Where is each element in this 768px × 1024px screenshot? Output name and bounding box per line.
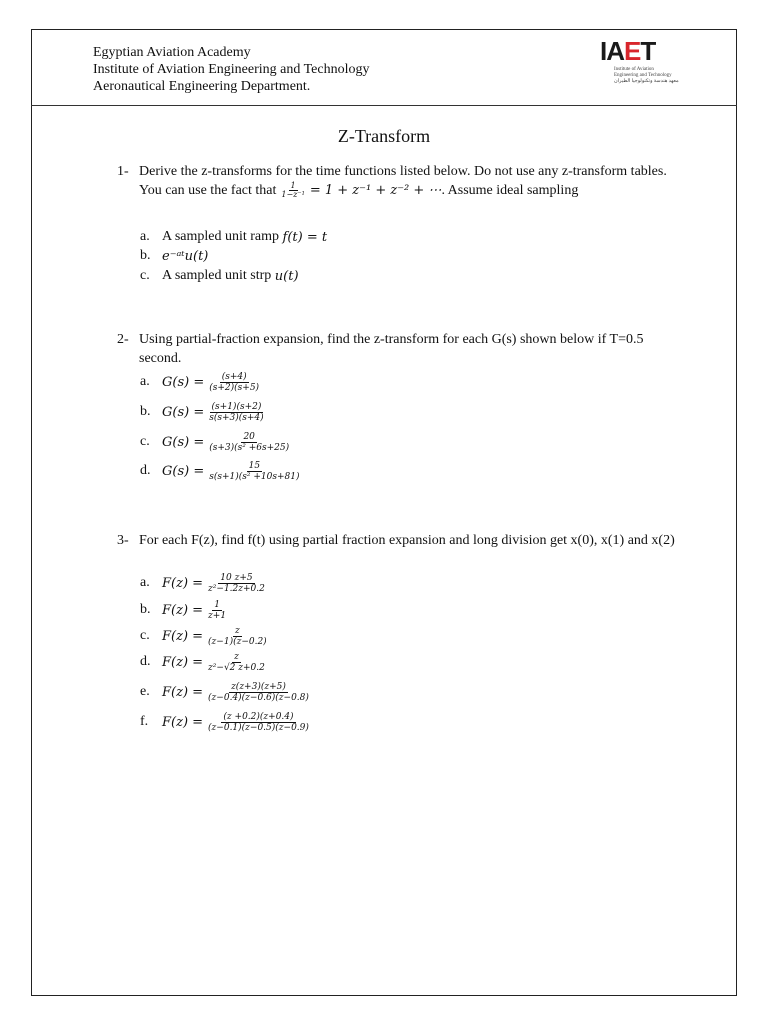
- frac-den: z²−√2 z+0.2: [208, 662, 265, 673]
- item-fraction: [206, 652, 267, 673]
- logo-caption-3: معهد هندسة وتكنولوجيا الطيران: [614, 79, 679, 84]
- question-2-text: Using partial-fraction expansion, find the z-transform for each G(s) shown below if T=0.5 second.: [139, 332, 644, 366]
- logo-mark: [600, 36, 680, 67]
- frac-num: z(z+3)(z+5): [231, 681, 286, 692]
- item-lhs: F(z) =: [162, 654, 204, 670]
- logo-caption-2: Engineering and Technology: [614, 73, 672, 78]
- q3-item-c: [140, 627, 272, 645]
- q1-frac-num: 1: [290, 181, 296, 191]
- logo-text-mid: E: [624, 36, 641, 66]
- frac-den: s(s+1)(s² +10s+81): [209, 471, 300, 482]
- q2-item-b: [140, 403, 269, 421]
- item-letter: f.: [140, 714, 149, 729]
- item-lhs: G(s) =: [162, 374, 205, 390]
- q3-item-a: [140, 574, 270, 592]
- frac-num: 10 z+5: [220, 572, 253, 583]
- header-divider: [31, 105, 737, 106]
- q1-text-a: Derive the z-transforms for the time functions listed below. Do not use any z-transform tables. You can use the fact that: [139, 164, 667, 198]
- frac-den: (s+2)(s+5): [209, 382, 260, 393]
- item-lhs: F(z) =: [162, 602, 204, 618]
- item-lhs: G(s) =: [162, 404, 205, 420]
- frac-den: z²−1.2z+0.2: [208, 583, 265, 594]
- q1-series: = 1 + z⁻¹ + z⁻² + ⋯: [309, 183, 442, 198]
- item-letter: a.: [140, 575, 150, 590]
- frac-num: 20: [243, 431, 255, 442]
- frac-num: z: [235, 625, 240, 636]
- q1-text-b: . Assume ideal sampling: [441, 183, 579, 198]
- logo-text-left: IA: [600, 36, 624, 66]
- frac-den: z+1: [208, 610, 227, 621]
- question-number: 2-: [117, 332, 129, 347]
- frac-num: (s+1)(s+2): [211, 401, 262, 412]
- item-letter: b.: [140, 248, 151, 263]
- item-fraction: [206, 573, 267, 594]
- q3-item-e: [140, 683, 314, 701]
- item-letter: a.: [140, 374, 150, 389]
- iaet-logo: [600, 36, 680, 96]
- item-letter: d.: [140, 463, 151, 478]
- frac-num: z: [234, 651, 239, 662]
- header-line-2: Institute of Aviation Engineering and Technology: [93, 62, 370, 77]
- item-fraction: [207, 432, 291, 453]
- item-letter: c.: [140, 268, 150, 283]
- item-text: A sampled unit strp: [162, 268, 272, 283]
- q2-item-a: [140, 373, 264, 391]
- item-math: f(t) = t: [282, 229, 328, 245]
- item-lhs: G(s) =: [162, 434, 205, 450]
- item-letter: d.: [140, 654, 151, 669]
- logo-caption-1: Institute of Aviation: [614, 67, 654, 72]
- frac-num: 1: [214, 599, 220, 610]
- item-fraction: [206, 682, 311, 703]
- page-title: Z-Transform: [337, 126, 431, 146]
- frac-den: (z−1)(z−0.2): [208, 636, 267, 647]
- item-lhs: F(z) =: [162, 628, 204, 644]
- q1-item-c: [140, 267, 299, 285]
- item-fraction: [206, 712, 311, 733]
- q3-item-b: [140, 601, 231, 619]
- q2-item-c: [140, 433, 294, 451]
- item-fraction: [207, 372, 261, 393]
- header-line-3: Aeronautical Engineering Department.: [93, 79, 311, 94]
- item-text: A sampled unit ramp: [162, 229, 280, 244]
- q2-item-d: [140, 462, 304, 480]
- item-math: e⁻ᵃᵗu(t): [162, 248, 209, 264]
- item-lhs: F(z) =: [162, 714, 204, 730]
- item-lhs: F(z) =: [162, 575, 204, 591]
- institution-header: [93, 44, 370, 95]
- frac-num: (z +0.2)(z+0.4): [223, 711, 294, 722]
- item-letter: b.: [140, 602, 151, 617]
- item-lhs: F(z) =: [162, 684, 204, 700]
- q3-item-d: [140, 653, 270, 671]
- q1-fraction: [279, 182, 306, 199]
- item-fraction: [206, 626, 269, 647]
- item-fraction: [206, 600, 228, 621]
- item-fraction: [207, 402, 265, 423]
- question-number: 3-: [117, 533, 129, 548]
- q1-item-b: [140, 247, 208, 265]
- item-letter: a.: [140, 229, 150, 244]
- q1-item-a: [140, 228, 327, 246]
- q3-item-f: [140, 713, 314, 731]
- item-math: u(t): [274, 268, 299, 284]
- q1-frac-den: 1−z⁻¹: [281, 190, 305, 200]
- item-lhs: G(s) =: [162, 463, 205, 479]
- frac-den: (z−0.4)(z−0.6)(z−0.8): [208, 692, 309, 703]
- question-1-text: [139, 162, 679, 200]
- question-number: 1-: [117, 164, 129, 179]
- logo-text-right: T: [640, 36, 656, 66]
- item-letter: e.: [140, 684, 150, 699]
- frac-num: (s+4): [221, 371, 247, 382]
- header-line-1: Egyptian Aviation Academy: [93, 45, 251, 60]
- question-3-text: For each F(z), find f(t) using partial fraction expansion and long division get x(0), x(1) and x(2): [139, 533, 675, 548]
- frac-num: 15: [248, 460, 261, 471]
- item-letter: b.: [140, 404, 151, 419]
- item-letter: c.: [140, 434, 150, 449]
- item-letter: c.: [140, 628, 150, 643]
- frac-den: (s+3)(s² +6s+25): [209, 442, 290, 453]
- frac-den: (z−0.1)(z−0.5)(z−0.9): [208, 722, 309, 733]
- item-fraction: [207, 461, 301, 482]
- frac-den: s(s+3)(s+4): [209, 412, 264, 423]
